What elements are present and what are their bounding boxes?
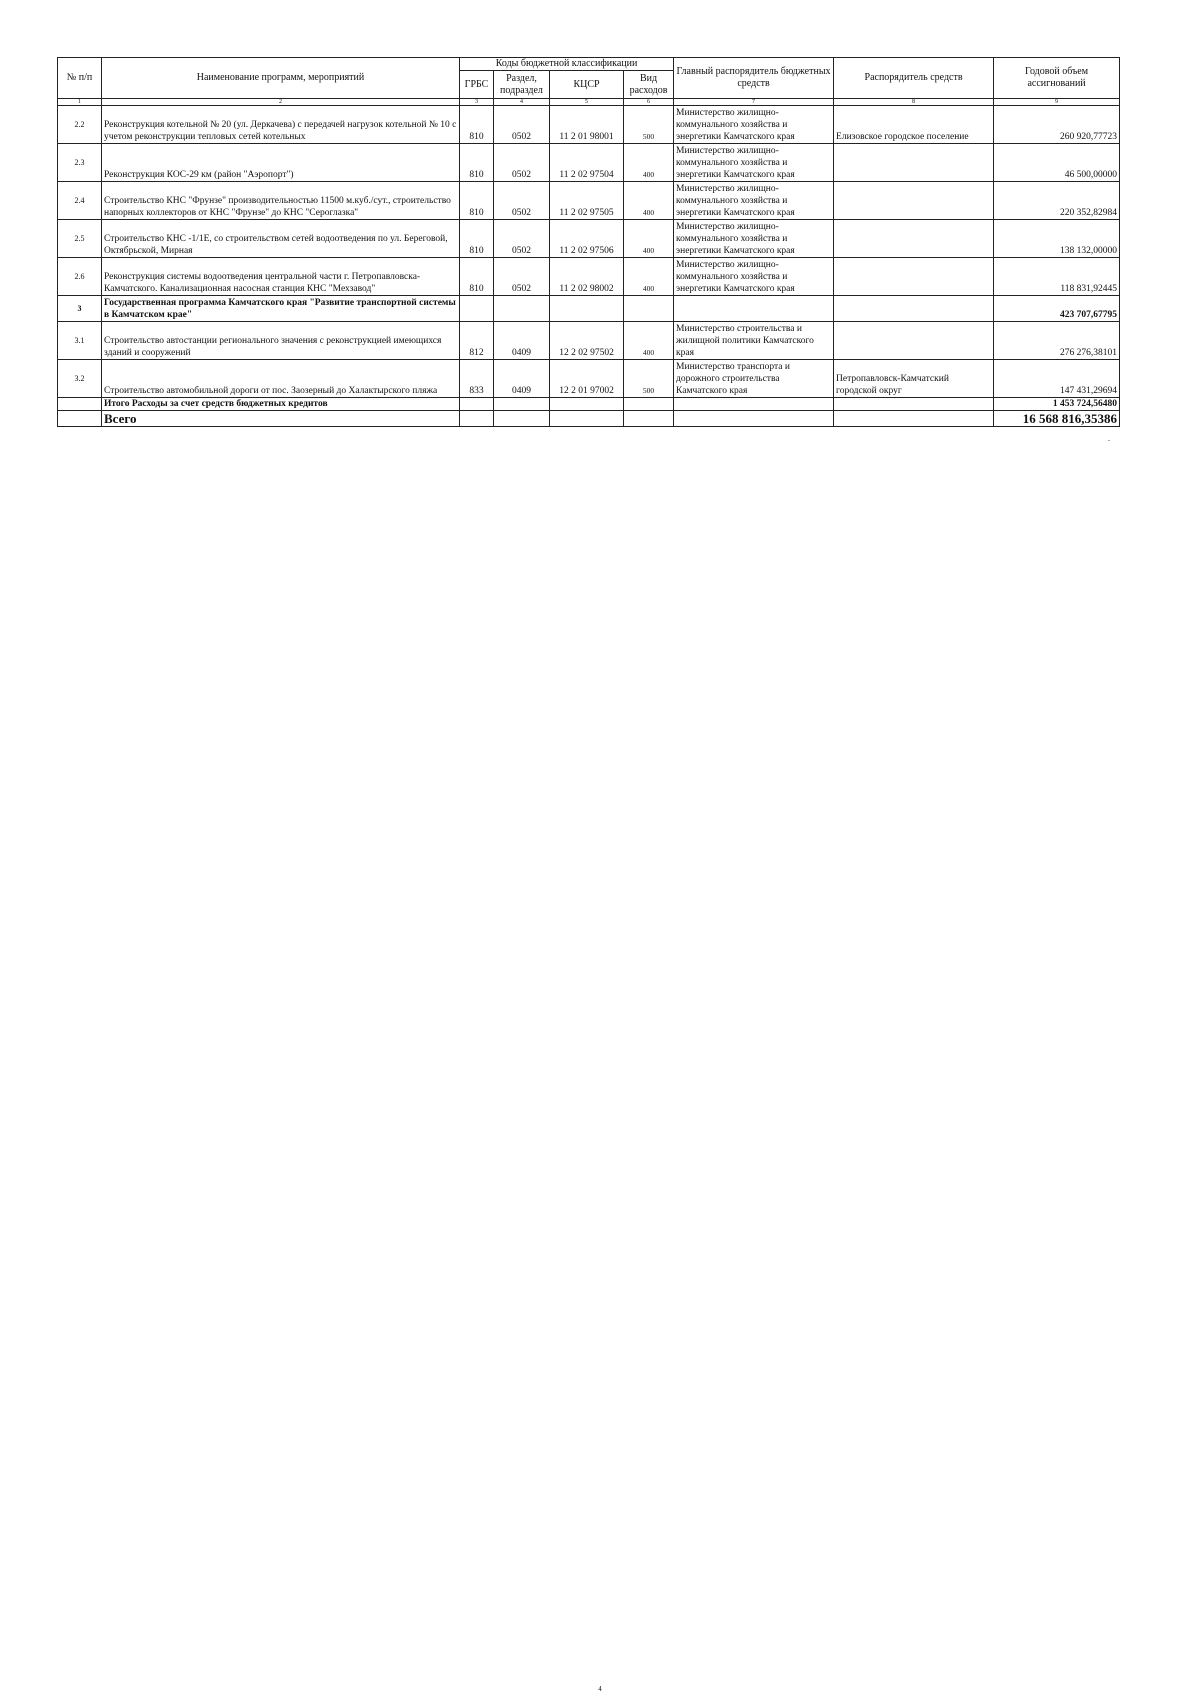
row-grbs: 810 — [460, 258, 494, 296]
row-manager: Петропавловск-Камчатский городской округ — [834, 360, 994, 398]
row-num: 2.3 — [58, 144, 102, 182]
row-main-manager: Министерство жилищно-коммунального хозяйства и энергетики Камчатского края — [674, 220, 834, 258]
row-num: 2.2 — [58, 106, 102, 144]
row-name: Реконструкция котельной № 20 (ул. Деркачева) с передачей нагрузок котельной № 10 с учетом реконструкции тепловых сетей котельных — [102, 106, 460, 144]
row-name: Строительство автостанции регионального значения с реконструкцией имеющихся зданий и сооружений — [102, 322, 460, 360]
row-manager — [834, 220, 994, 258]
column-index: 3 — [460, 99, 494, 106]
header-manager: Распорядитель средств — [834, 58, 994, 99]
table-row — [58, 220, 1120, 258]
row-name: Реконструкция КОС-29 км (район "Аэропорт") — [102, 144, 460, 182]
row-manager — [834, 322, 994, 360]
row-section — [494, 296, 550, 322]
header-vid: Вид расходов — [624, 71, 674, 99]
row-vid: 400 — [624, 322, 674, 360]
column-index: 9 — [994, 99, 1120, 106]
empty-cell — [494, 398, 550, 411]
row-main-manager: Министерство жилищно-коммунального хозяйства и энергетики Камчатского края — [674, 106, 834, 144]
table-row — [58, 360, 1120, 398]
page-number: 4 — [598, 1685, 602, 1693]
row-grbs: 833 — [460, 360, 494, 398]
table-row — [58, 144, 1120, 182]
column-index: 1 — [58, 99, 102, 106]
empty-cell — [624, 398, 674, 411]
row-kcsr: 12 2 02 97502 — [550, 322, 624, 360]
header-row-1 — [58, 58, 1120, 71]
row-amount: 423 707,67795 — [994, 296, 1120, 322]
row-name: Государственная программа Камчатского края "Развитие транспортной системы в Камчатском крае" — [102, 296, 460, 322]
row-name: Строительство КНС "Фрунзе" производительностью 11500 м.куб./сут., строительство напорных коллекторов от КНС "Фрунзе" до КНС "Сероглазка" — [102, 182, 460, 220]
header-main-manager: Главный распорядитель бюджетных средств — [674, 58, 834, 99]
column-index: 7 — [674, 99, 834, 106]
column-index: 8 — [834, 99, 994, 106]
column-index: 5 — [550, 99, 624, 106]
grand-total-amount: 16 568 816,35386 — [994, 411, 1120, 427]
empty-cell — [674, 398, 834, 411]
row-section: 0502 — [494, 144, 550, 182]
row-kcsr — [550, 296, 624, 322]
row-vid: 400 — [624, 220, 674, 258]
row-manager — [834, 182, 994, 220]
row-grbs: 810 — [460, 220, 494, 258]
empty-cell — [624, 411, 674, 427]
row-vid: 400 — [624, 182, 674, 220]
empty-cell — [460, 411, 494, 427]
row-main-manager: Министерство транспорта и дорожного строительства Камчатского края — [674, 360, 834, 398]
row-amount: 260 920,77723 — [994, 106, 1120, 144]
header-codes-group: Коды бюджетной классификации — [460, 58, 674, 71]
row-grbs — [460, 296, 494, 322]
header-kcsr: КЦСР — [550, 71, 624, 99]
row-grbs: 812 — [460, 322, 494, 360]
header-amount: Годовой объем ассигнований — [994, 58, 1120, 99]
row-amount: 118 831,92445 — [994, 258, 1120, 296]
row-main-manager — [674, 296, 834, 322]
row-kcsr: 12 2 01 97002 — [550, 360, 624, 398]
row-kcsr: 11 2 02 97505 — [550, 182, 624, 220]
page-mark: - — [1108, 438, 1110, 444]
row-manager — [834, 296, 994, 322]
header-num: № п/п — [58, 58, 102, 99]
table-row — [58, 258, 1120, 296]
row-vid: 400 — [624, 258, 674, 296]
row-grbs: 810 — [460, 144, 494, 182]
row-manager: Елизовское городское поселение — [834, 106, 994, 144]
empty-cell — [550, 411, 624, 427]
row-kcsr: 11 2 01 98001 — [550, 106, 624, 144]
row-amount: 46 500,00000 — [994, 144, 1120, 182]
row-name: Строительство КНС -1/1Е, со строительством сетей водоотведения по ул. Береговой, Октябрьской, Мирная — [102, 220, 460, 258]
row-kcsr: 11 2 02 98002 — [550, 258, 624, 296]
table-row — [58, 322, 1120, 360]
column-index: 4 — [494, 99, 550, 106]
row-vid: 500 — [624, 106, 674, 144]
empty-cell — [674, 411, 834, 427]
grand-total-row — [58, 411, 1120, 427]
header-section: Раздел, подраздел — [494, 71, 550, 99]
row-num: 2.4 — [58, 182, 102, 220]
row-name: Строительство автомобильной дороги от пос. Заозерный до Халактырского пляжа — [102, 360, 460, 398]
row-num: 3.2 — [58, 360, 102, 398]
row-grbs: 810 — [460, 106, 494, 144]
row-section: 0502 — [494, 220, 550, 258]
row-manager — [834, 258, 994, 296]
empty-cell — [550, 398, 624, 411]
row-vid — [624, 296, 674, 322]
row-amount: 276 276,38101 — [994, 322, 1120, 360]
row-section: 0502 — [494, 106, 550, 144]
row-num — [58, 398, 102, 411]
row-num: 3.1 — [58, 322, 102, 360]
column-index-row — [58, 99, 1120, 106]
empty-cell — [460, 398, 494, 411]
empty-cell — [834, 411, 994, 427]
empty-cell — [494, 411, 550, 427]
row-num: 3 — [58, 296, 102, 322]
row-main-manager: Министерство жилищно-коммунального хозяйства и энергетики Камчатского края — [674, 144, 834, 182]
row-name: Реконструкция системы водоотведения центральной части г. Петропавловска-Камчатского. Канализационная насосная станция КНС "Мехзавод" — [102, 258, 460, 296]
row-amount: 147 431,29694 — [994, 360, 1120, 398]
program-row — [58, 296, 1120, 322]
credits-total-row — [58, 398, 1120, 411]
column-index: 2 — [102, 99, 460, 106]
row-main-manager: Министерство строительства и жилищной политики Камчатского края — [674, 322, 834, 360]
row-grbs: 810 — [460, 182, 494, 220]
row-amount: 220 352,82984 — [994, 182, 1120, 220]
row-amount: 138 132,00000 — [994, 220, 1120, 258]
row-vid: 400 — [624, 144, 674, 182]
row-main-manager: Министерство жилищно-коммунального хозяйства и энергетики Камчатского края — [674, 258, 834, 296]
row-main-manager: Министерство жилищно-коммунального хозяйства и энергетики Камчатского края — [674, 182, 834, 220]
credits-total-amount: 1 453 724,56480 — [994, 398, 1120, 411]
credits-total-label: Итого Расходы за счет средств бюджетных кредитов — [102, 398, 460, 411]
row-section: 0502 — [494, 258, 550, 296]
row-section: 0409 — [494, 360, 550, 398]
table-row — [58, 106, 1120, 144]
budget-table — [57, 57, 1120, 427]
empty-cell — [834, 398, 994, 411]
header-grbs: ГРБС — [460, 71, 494, 99]
row-section: 0502 — [494, 182, 550, 220]
row-manager — [834, 144, 994, 182]
grand-total-label: Всего — [102, 411, 460, 427]
row-section: 0409 — [494, 322, 550, 360]
row-kcsr: 11 2 02 97504 — [550, 144, 624, 182]
column-index: 6 — [624, 99, 674, 106]
row-num — [58, 411, 102, 427]
row-kcsr: 11 2 02 97506 — [550, 220, 624, 258]
header-name: Наименование программ, мероприятий — [102, 58, 460, 99]
table-row — [58, 182, 1120, 220]
row-num: 2.5 — [58, 220, 102, 258]
row-vid: 500 — [624, 360, 674, 398]
row-num: 2.6 — [58, 258, 102, 296]
